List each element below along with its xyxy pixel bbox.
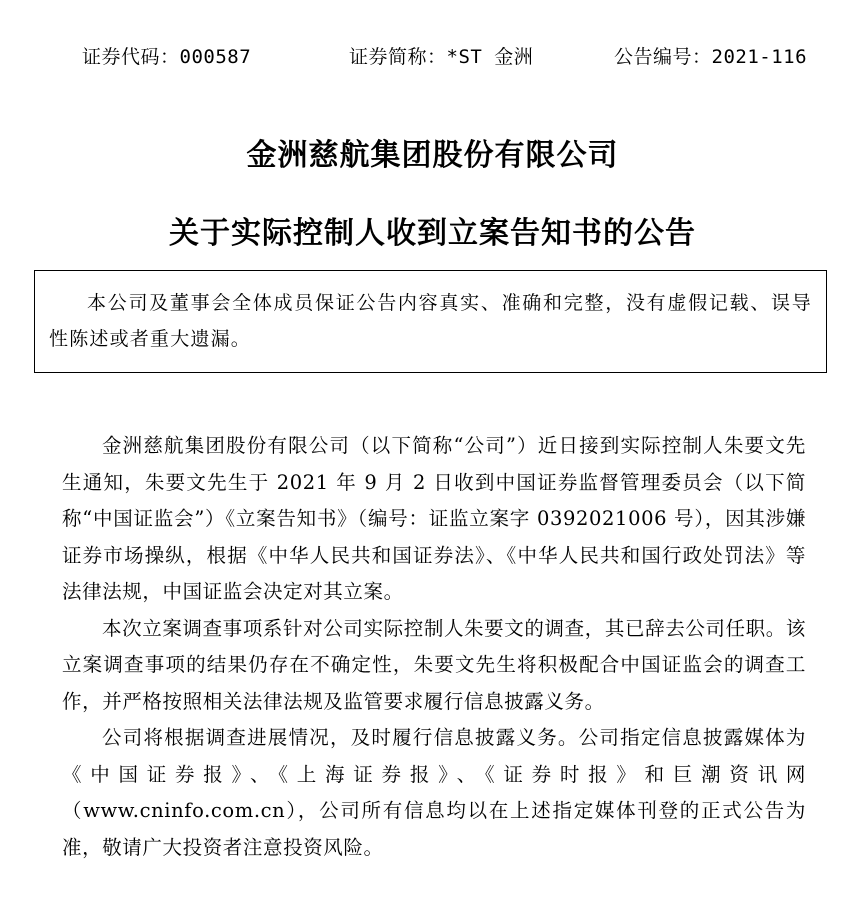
document-header [0, 40, 865, 70]
notice-number: 公告编号：2021-116 [614, 46, 808, 68]
notice-title: 关于实际控制人收到立案告知书的公告 [169, 216, 696, 251]
board-statement-box: 本公司及董事会全体成员保证公告内容真实、准确和完整，没有虚假记载、误导性陈述或者重大遗漏。 [34, 270, 827, 373]
paragraph-disclosure-media: 公司将根据调查进展情况，及时履行信息披露义务。公司指定信息披露媒体为《中国证券报》、《上海证券报》、《证券时报》和巨潮资讯网（www.cninfo.com.cn），公司所有信息均以在上述指定媒体刊登的正式公告为准，敬请广大投资者注意投资风险。 [62, 726, 806, 859]
stock-abbreviation: 证券简称：*ST 金洲 [349, 46, 534, 68]
stock-code: 证券代码：000587 [82, 46, 252, 68]
announcement-body [62, 428, 806, 866]
company-name-title: 金洲慈航集团股份有限公司 [246, 138, 619, 173]
paragraph-investigation-scope: 本次立案调查事项系针对公司实际控制人朱要文的调查，其已辞去公司任职。该立案调查事项的结果仍存在不确定性，朱要文先生将积极配合中国证监会的调查工作，并严格按照相关法律法规及监管要求履行信息披露义务。 [62, 616, 806, 713]
paragraph-investigation-notice: 金洲慈航集团股份有限公司（以下简称“公司”）近日接到实际控制人朱要文先生通知，朱要文先生于 2021 年 9 月 2 日收到中国证券监督管理委员会（以下简称“中国证监会”）《立案告知书》（编号：证监立案字 0392021006 号），因其涉嫌证券市场操纵，根据《中华人民共和国证券法》、《中华人民共和国行政处罚法》等法律法规，中国证监会决定对其立案。 [62, 434, 806, 603]
